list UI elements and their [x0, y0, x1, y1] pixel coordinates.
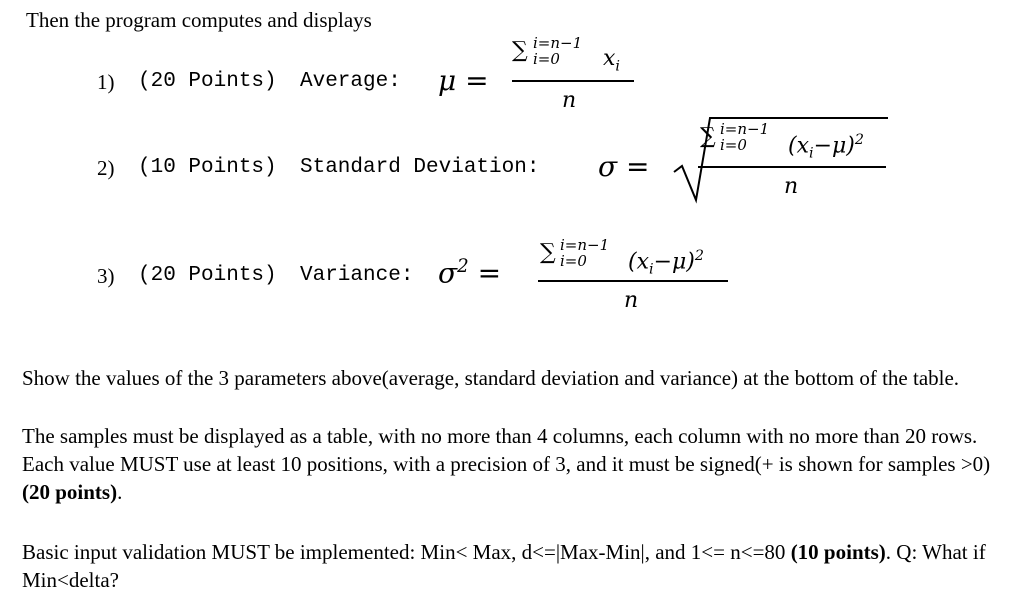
paragraph-input-validation: [22, 538, 1012, 594]
item-2-fraction-bar: [698, 166, 886, 168]
item-3-sum-symbol: ∑: [540, 240, 556, 265]
item-1-sum-bottom: i=0: [533, 50, 560, 68]
item-2-points: (10 Points): [138, 156, 277, 179]
item-1-numerator: $x_i$: [603, 46, 620, 75]
item-1-number: 1): [97, 70, 115, 94]
item-2-sum-symbol: ∑: [700, 124, 716, 149]
item-3-fraction-bar: [538, 280, 728, 282]
paragraph-show-values: Show the values of the 3 parameters above(average, standard deviation and variance) at the bottom of the table.: [22, 366, 960, 390]
item-2-label: Standard Deviation:: [300, 156, 540, 179]
item-2-numerator: $(x_i-\mu)^2$: [788, 132, 865, 162]
item-3-lhs: $\sigma^2$ =: [438, 256, 502, 290]
item-3-number: 3): [97, 264, 115, 288]
item-1-sum-symbol: ∑: [512, 38, 528, 63]
item-3-label: Variance:: [300, 264, 414, 287]
item-3-points: (20 Points): [138, 264, 277, 287]
item-2-number: 2): [97, 156, 115, 180]
item-3-numerator: $(x_i-\mu)^2$: [628, 248, 705, 278]
intro-text: Then the program computes and displays: [26, 8, 372, 32]
item-2-sum-bottom: i=0: [720, 136, 747, 154]
item-1-denominator: n: [562, 88, 577, 113]
item-3-denominator: n: [624, 288, 639, 313]
paragraph-validation-text: Basic input validation MUST be implemented: Min< Max, d<=|Max-Min|, and 1<= n<=80: [22, 540, 791, 564]
item-2-denominator: n: [784, 174, 799, 199]
item-1-lhs: μ =: [438, 64, 489, 97]
item-1-points-text: (20 Points): [138, 70, 277, 93]
item-3-sum-top: i=n−1: [560, 236, 610, 254]
paragraph-table-points: (20 points): [22, 480, 118, 504]
item-3-sum-bottom: i=0: [560, 252, 587, 270]
paragraph-validation-points: (10 points): [790, 540, 886, 564]
paragraph-validation-end: . Q: What if Min<delta?: [22, 540, 986, 592]
item-1-sum-top: i=n−1: [533, 34, 583, 52]
item-1-label: Average:: [300, 70, 401, 93]
item-1-points: [138, 70, 277, 93]
paragraph-table-end: .: [117, 480, 123, 504]
item-2-lhs: σ =: [598, 150, 650, 183]
item-2-sum-top: i=n−1: [720, 120, 770, 138]
paragraph-table-text: The samples must be displayed as a table, with no more than 4 columns, each column with no more than 20 rows. Each value MUST use at least 10 positions, with a precision of 3, and it must be signed(+ is shown for samples >0): [22, 424, 991, 476]
paragraph-table-requirements: [22, 422, 1012, 506]
item-1-fraction-bar: [512, 80, 634, 82]
